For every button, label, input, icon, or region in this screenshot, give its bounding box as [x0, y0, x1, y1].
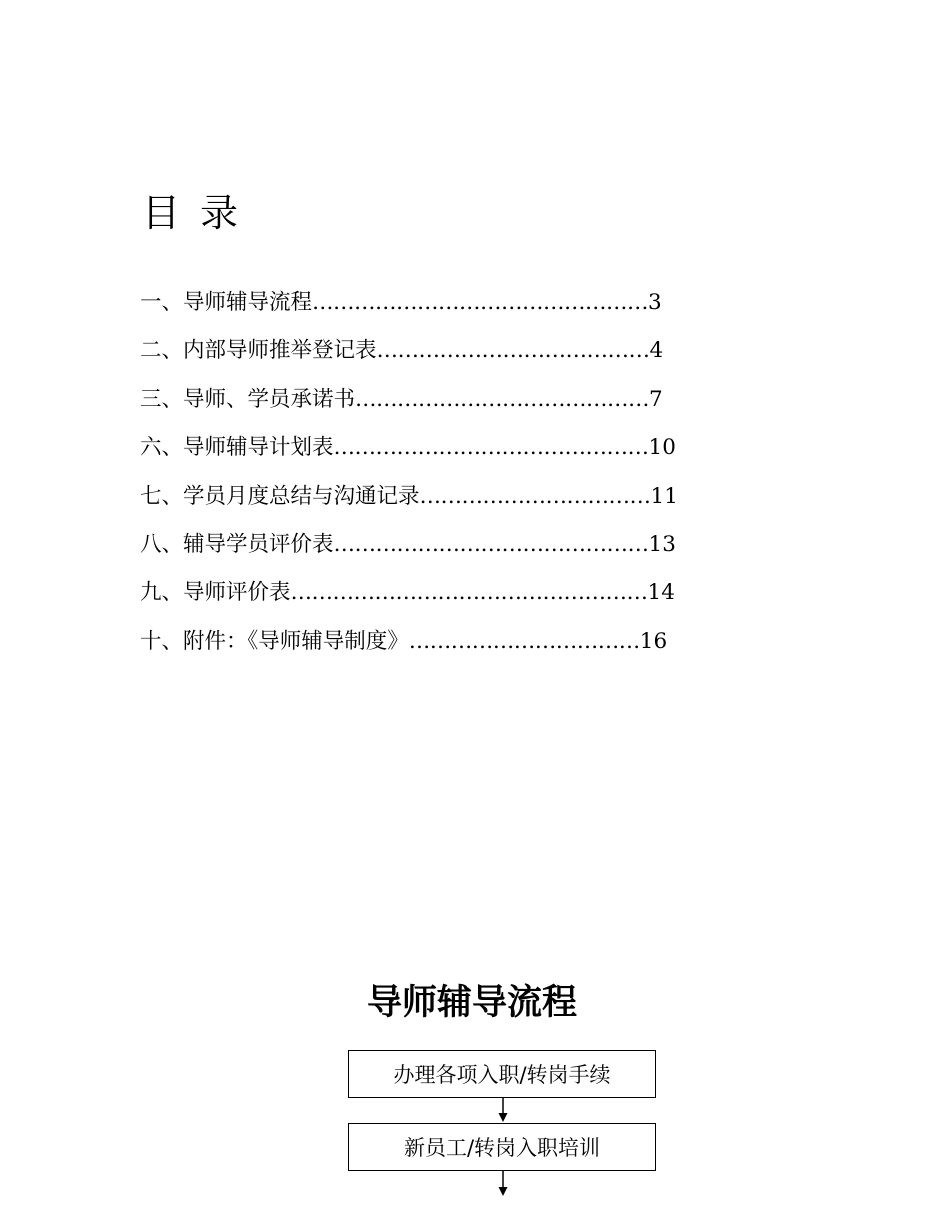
toc-item-label: 十、附件：《导师辅导制度》: [140, 628, 409, 654]
toc-item-label: 七、学员月度总结与沟通记录: [140, 483, 420, 509]
toc-item-label: 三、导师、学员承诺书: [140, 386, 356, 412]
toc-item[interactable]: [140, 477, 740, 525]
toc-leader-dots: ……………………………: [408, 628, 640, 654]
flow-step-onboarding-procedures: 办理各项入职/转岗手续: [348, 1050, 656, 1098]
toc-page-number: 7: [649, 386, 663, 412]
toc-leader-dots: …………………………………………: [312, 290, 649, 315]
toc-item-label: 一、导师辅导流程: [140, 290, 313, 315]
toc-list: [140, 283, 740, 670]
toc-leader-dots: ……………………………………: [355, 386, 650, 412]
flowchart-title: 导师辅导流程: [366, 983, 577, 1023]
toc-item[interactable]: [140, 331, 740, 379]
toc-item[interactable]: [140, 283, 740, 331]
toc-page-number: 4: [649, 338, 664, 364]
toc-page-number: 13: [648, 531, 676, 557]
toc-item[interactable]: [140, 380, 740, 428]
flow-arrow-down-icon: [497, 1171, 509, 1197]
toc-item-label: 九、导师评价表: [140, 580, 291, 606]
toc-page-number: 14: [647, 580, 675, 606]
toc-page-number: 11: [650, 483, 678, 509]
flow-step-onboarding-training: 新员工/转岗入职培训: [348, 1123, 656, 1171]
toc-page-number: 3: [648, 290, 662, 315]
toc-page-number: 10: [648, 435, 676, 461]
toc-item[interactable]: [140, 573, 740, 621]
toc-item-label: 六、导师辅导计划表: [140, 435, 334, 461]
flow-arrow-down-icon: [497, 1098, 509, 1123]
toc-item-label: 二、内部导师推举登记表: [140, 338, 377, 364]
toc-leader-dots: ……………………………: [419, 483, 651, 509]
toc-item[interactable]: [140, 525, 740, 573]
toc-leader-dots: …………………………………: [376, 338, 650, 364]
toc-leader-dots: ………………………………………: [333, 531, 649, 557]
toc-item[interactable]: [140, 428, 740, 476]
toc-title: 目录: [142, 191, 259, 235]
toc-item[interactable]: [140, 622, 740, 670]
toc-leader-dots: ………………………………………: [333, 435, 649, 461]
toc-leader-dots: ……………………………………………: [290, 580, 648, 606]
toc-page-number: 16: [639, 628, 668, 654]
toc-item-label: 八、辅导学员评价表: [140, 531, 334, 557]
